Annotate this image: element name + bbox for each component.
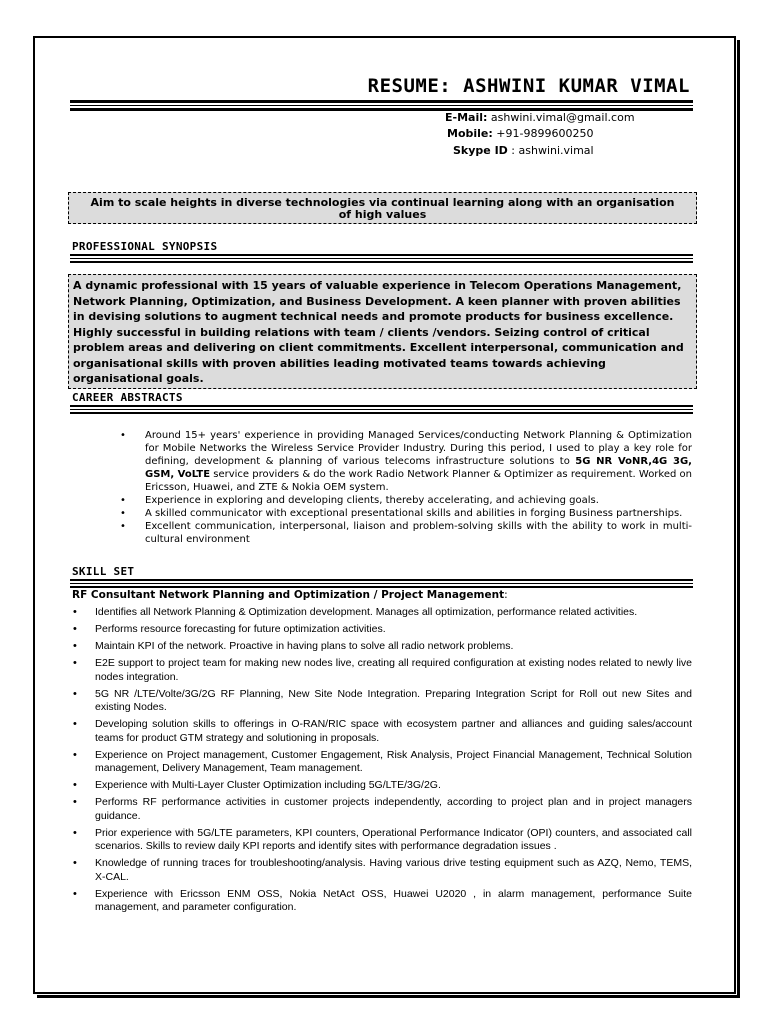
skill-item: • 5G NR /LTE/Volte/3G/2G RF Planning, New Site Node Integration. Preparing Integration Script for Roll out new Sites and existing Nodes. [72, 688, 692, 715]
email-value: ashwini.vimal@gmail.com [490, 111, 635, 124]
skills-subheading: RF Consultant Network Planning and Optimization / Project Management: [72, 589, 508, 601]
synopsis-text: A dynamic professional with 15 years of valuable experience in Telecom Operations Management, Network Planning, Optimization, and Business Development. A keen planner with proven abilities in devising solutions to augment technical needs and promote products for business excellence. Highly successful in building relations with team / clients /vendors. Seizing control of critical problem areas and delivering on client commitments. Excellent interpersonal, communication and organisational skills with proven abilities leading motivated teams towards achieving organisational goals. [68, 274, 697, 389]
skype-value: : ashwini.vimal [511, 144, 594, 157]
career-item: • Excellent communication, interpersonal, liaison and problem-solving skills with the ability to work in multi-cultural environment [120, 520, 692, 546]
skills-list [72, 606, 692, 918]
career-heading: CAREER ABSTRACTS [72, 391, 183, 404]
skill-item: • Performs RF performance activities in customer projects independently, according to project plan and in project managers guidance. [72, 796, 692, 823]
skills-heading: SKILL SET [72, 565, 135, 578]
email-label: E-Mail: [445, 111, 488, 124]
skill-item: • Performs resource forecasting for future optimization activities. [72, 623, 692, 637]
skill-item: • Experience on Project management, Customer Engagement, Risk Analysis, Project Financial Management, Technical Solution management, Delivery Management, Team management. [72, 749, 692, 776]
skill-item: • E2E support to project team for making new nodes live, creating all required configuration at existing nodes related to newly live nodes integration. [72, 657, 692, 684]
skill-item: • Identifies all Network Planning & Optimization development. Manages all optimization, performance related activities. [72, 606, 692, 620]
resume-title: RESUME: ASHWINI KUMAR VIMAL [367, 75, 690, 97]
synopsis-divider [70, 254, 693, 263]
contact-email [445, 111, 635, 124]
title-divider [70, 100, 693, 111]
skills-divider [70, 579, 693, 588]
skill-item: • Knowledge of running traces for troubleshooting/analysis. Having various drive testing equipment such as AZQ, Nemo, TEMS, X-CAL. [72, 857, 692, 884]
skill-item: • Experience with Multi-Layer Cluster Optimization including 5G/LTE/3G/2G. [72, 779, 692, 793]
contact-skype [453, 144, 594, 157]
contact-mobile [447, 127, 593, 140]
mobile-label: Mobile: [447, 127, 493, 140]
skill-item: • Experience with Ericsson ENM OSS, Nokia NetAct OSS, Huawei U2020 , in alarm management, performance Suite management, and parameter configuration. [72, 888, 692, 915]
skill-item: • Maintain KPI of the network. Proactive in having plans to solve all radio network problems. [72, 640, 692, 654]
mobile-value: +91-9899600250 [496, 127, 594, 140]
career-item: • Around 15+ years' experience in providing Managed Services/conducting Network Planning & Optimization for Mobile Networks the Wireless Service Provider Industry. During this period, I used to play a key role for defining, development & planning of various telecoms infrastructure solutions to 5G NR VoNR,4G 3G, GSM, VoLTE service providers & do the work Radio Network Planner & Optimizer as requirement. Worked on Ericsson, Huawei, and ZTE & Nokia OEM system. [120, 429, 692, 494]
skill-item: • Developing solution skills to offerings in O-RAN/RIC space with ecosystem partner and alliances and guiding sales/account teams for product GTM strategy and solutioning in proposals. [72, 718, 692, 745]
skill-item: • Prior experience with 5G/LTE parameters, KPI counters, Operational Performance Indicator (OPI) counters, and associated call scenarios. Skills to review daily KPI reports and identify sites with performance degradation issues . [72, 827, 692, 854]
career-item: • Experience in exploring and developing clients, thereby accelerating, and achieving goals. [120, 494, 692, 507]
career-item: • A skilled communicator with exceptional presentational skills and abilities in forging Business partnerships. [120, 507, 692, 520]
synopsis-heading: PROFESSIONAL SYNOPSIS [72, 240, 218, 253]
career-divider [70, 405, 693, 414]
career-list [120, 429, 692, 546]
skype-label: Skype ID [453, 144, 508, 157]
objective-box: Aim to scale heights in diverse technologies via continual learning along with an organisation of high values [68, 192, 697, 224]
